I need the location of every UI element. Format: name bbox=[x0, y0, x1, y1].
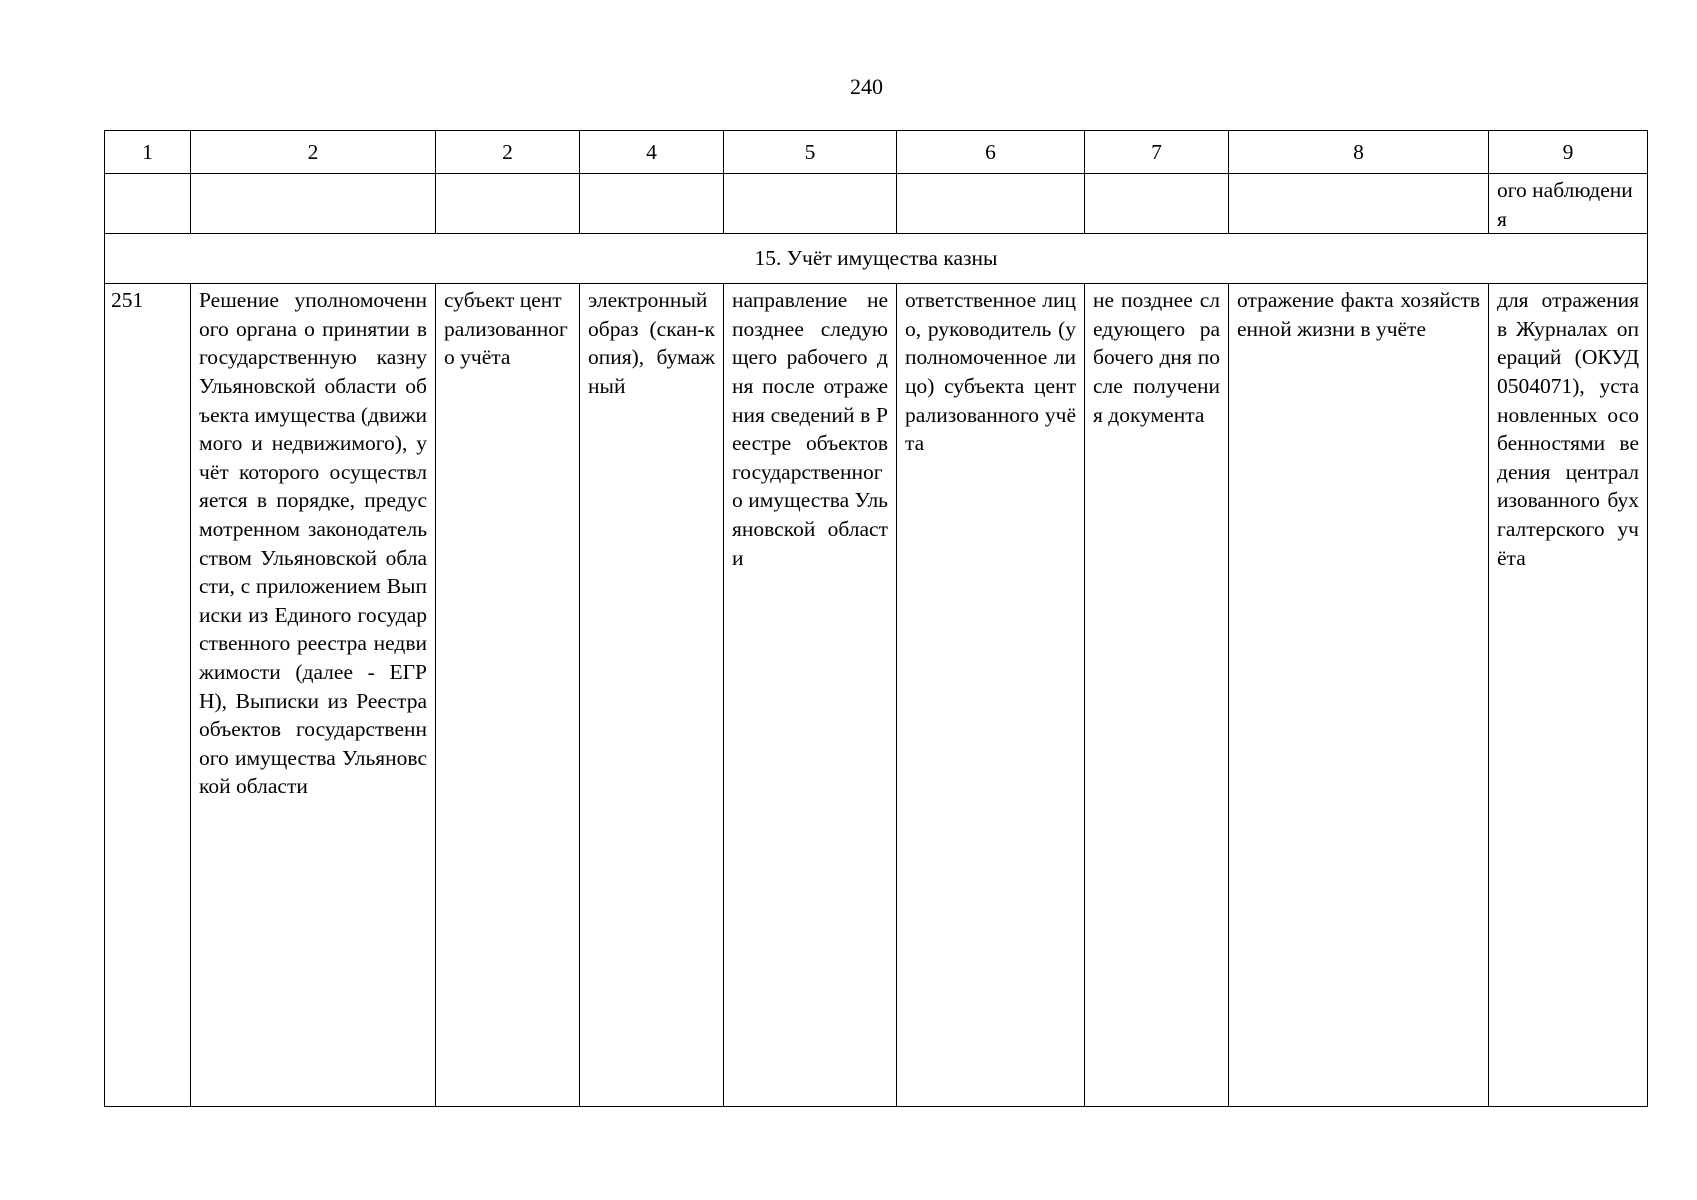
column-number-cell: 6 bbox=[897, 131, 1085, 174]
purpose-cell: для отражения в Журналах операций (ОКУД 0504071), установленных особенностями ведения централизованного бухгалтерского учёта bbox=[1489, 284, 1648, 1107]
column-number-row bbox=[105, 131, 1648, 174]
document-table bbox=[104, 130, 1648, 1107]
receipt-deadline-cell: не позднее следующего рабочего дня после получения документа bbox=[1085, 284, 1229, 1107]
action-cell: отражение факта хозяйственной жизни в учёте bbox=[1229, 284, 1489, 1107]
empty-cell bbox=[580, 174, 724, 234]
section-heading-row bbox=[105, 234, 1648, 284]
responsible-cell: ответственное лицо, руководитель (уполномоченное лицо) субъекта централизованного учёта bbox=[897, 284, 1085, 1107]
column-number-cell: 9 bbox=[1489, 131, 1648, 174]
empty-cell bbox=[1085, 174, 1229, 234]
continuation-text-cell: ого наблюдения bbox=[1489, 174, 1648, 234]
empty-cell bbox=[1229, 174, 1489, 234]
empty-cell bbox=[436, 174, 580, 234]
column-number-cell: 4 bbox=[580, 131, 724, 174]
deadline-cell: направление не позднее следующего рабочего дня после отражения сведений в Реестре объектов государственного имущества Ульяновской области bbox=[724, 284, 897, 1107]
section-title: 15. Учёт имущества казны bbox=[105, 234, 1648, 284]
empty-cell bbox=[191, 174, 436, 234]
table-row bbox=[105, 284, 1648, 1107]
continuation-row bbox=[105, 174, 1648, 234]
entry-number-cell: 251 bbox=[105, 284, 191, 1107]
column-number-cell: 2 bbox=[436, 131, 580, 174]
empty-cell bbox=[724, 174, 897, 234]
empty-cell bbox=[897, 174, 1085, 234]
column-number-cell: 7 bbox=[1085, 131, 1229, 174]
page-number: 240 bbox=[850, 74, 883, 99]
empty-cell bbox=[105, 174, 191, 234]
format-cell: электронный образ (скан-копия), бумажный bbox=[580, 284, 724, 1107]
creator-cell: субъект централизованного учёта bbox=[436, 284, 580, 1107]
column-number-cell: 1 bbox=[105, 131, 191, 174]
column-number-cell: 2 bbox=[191, 131, 436, 174]
column-number-cell: 8 bbox=[1229, 131, 1489, 174]
column-number-cell: 5 bbox=[724, 131, 897, 174]
document-name-cell: Решение уполномоченного органа о принятии в государственную казну Ульяновской области объекта имущества (движимого и недвижимого), учёт которого осуществляется в порядке, предусмотренном законодательством Ульяновской области, с приложением Выписки из Единого государственного реестра недвижимости (далее - ЕГРН), Выписки из Реестра объектов государственного имущества Ульяновской области bbox=[191, 284, 436, 1107]
